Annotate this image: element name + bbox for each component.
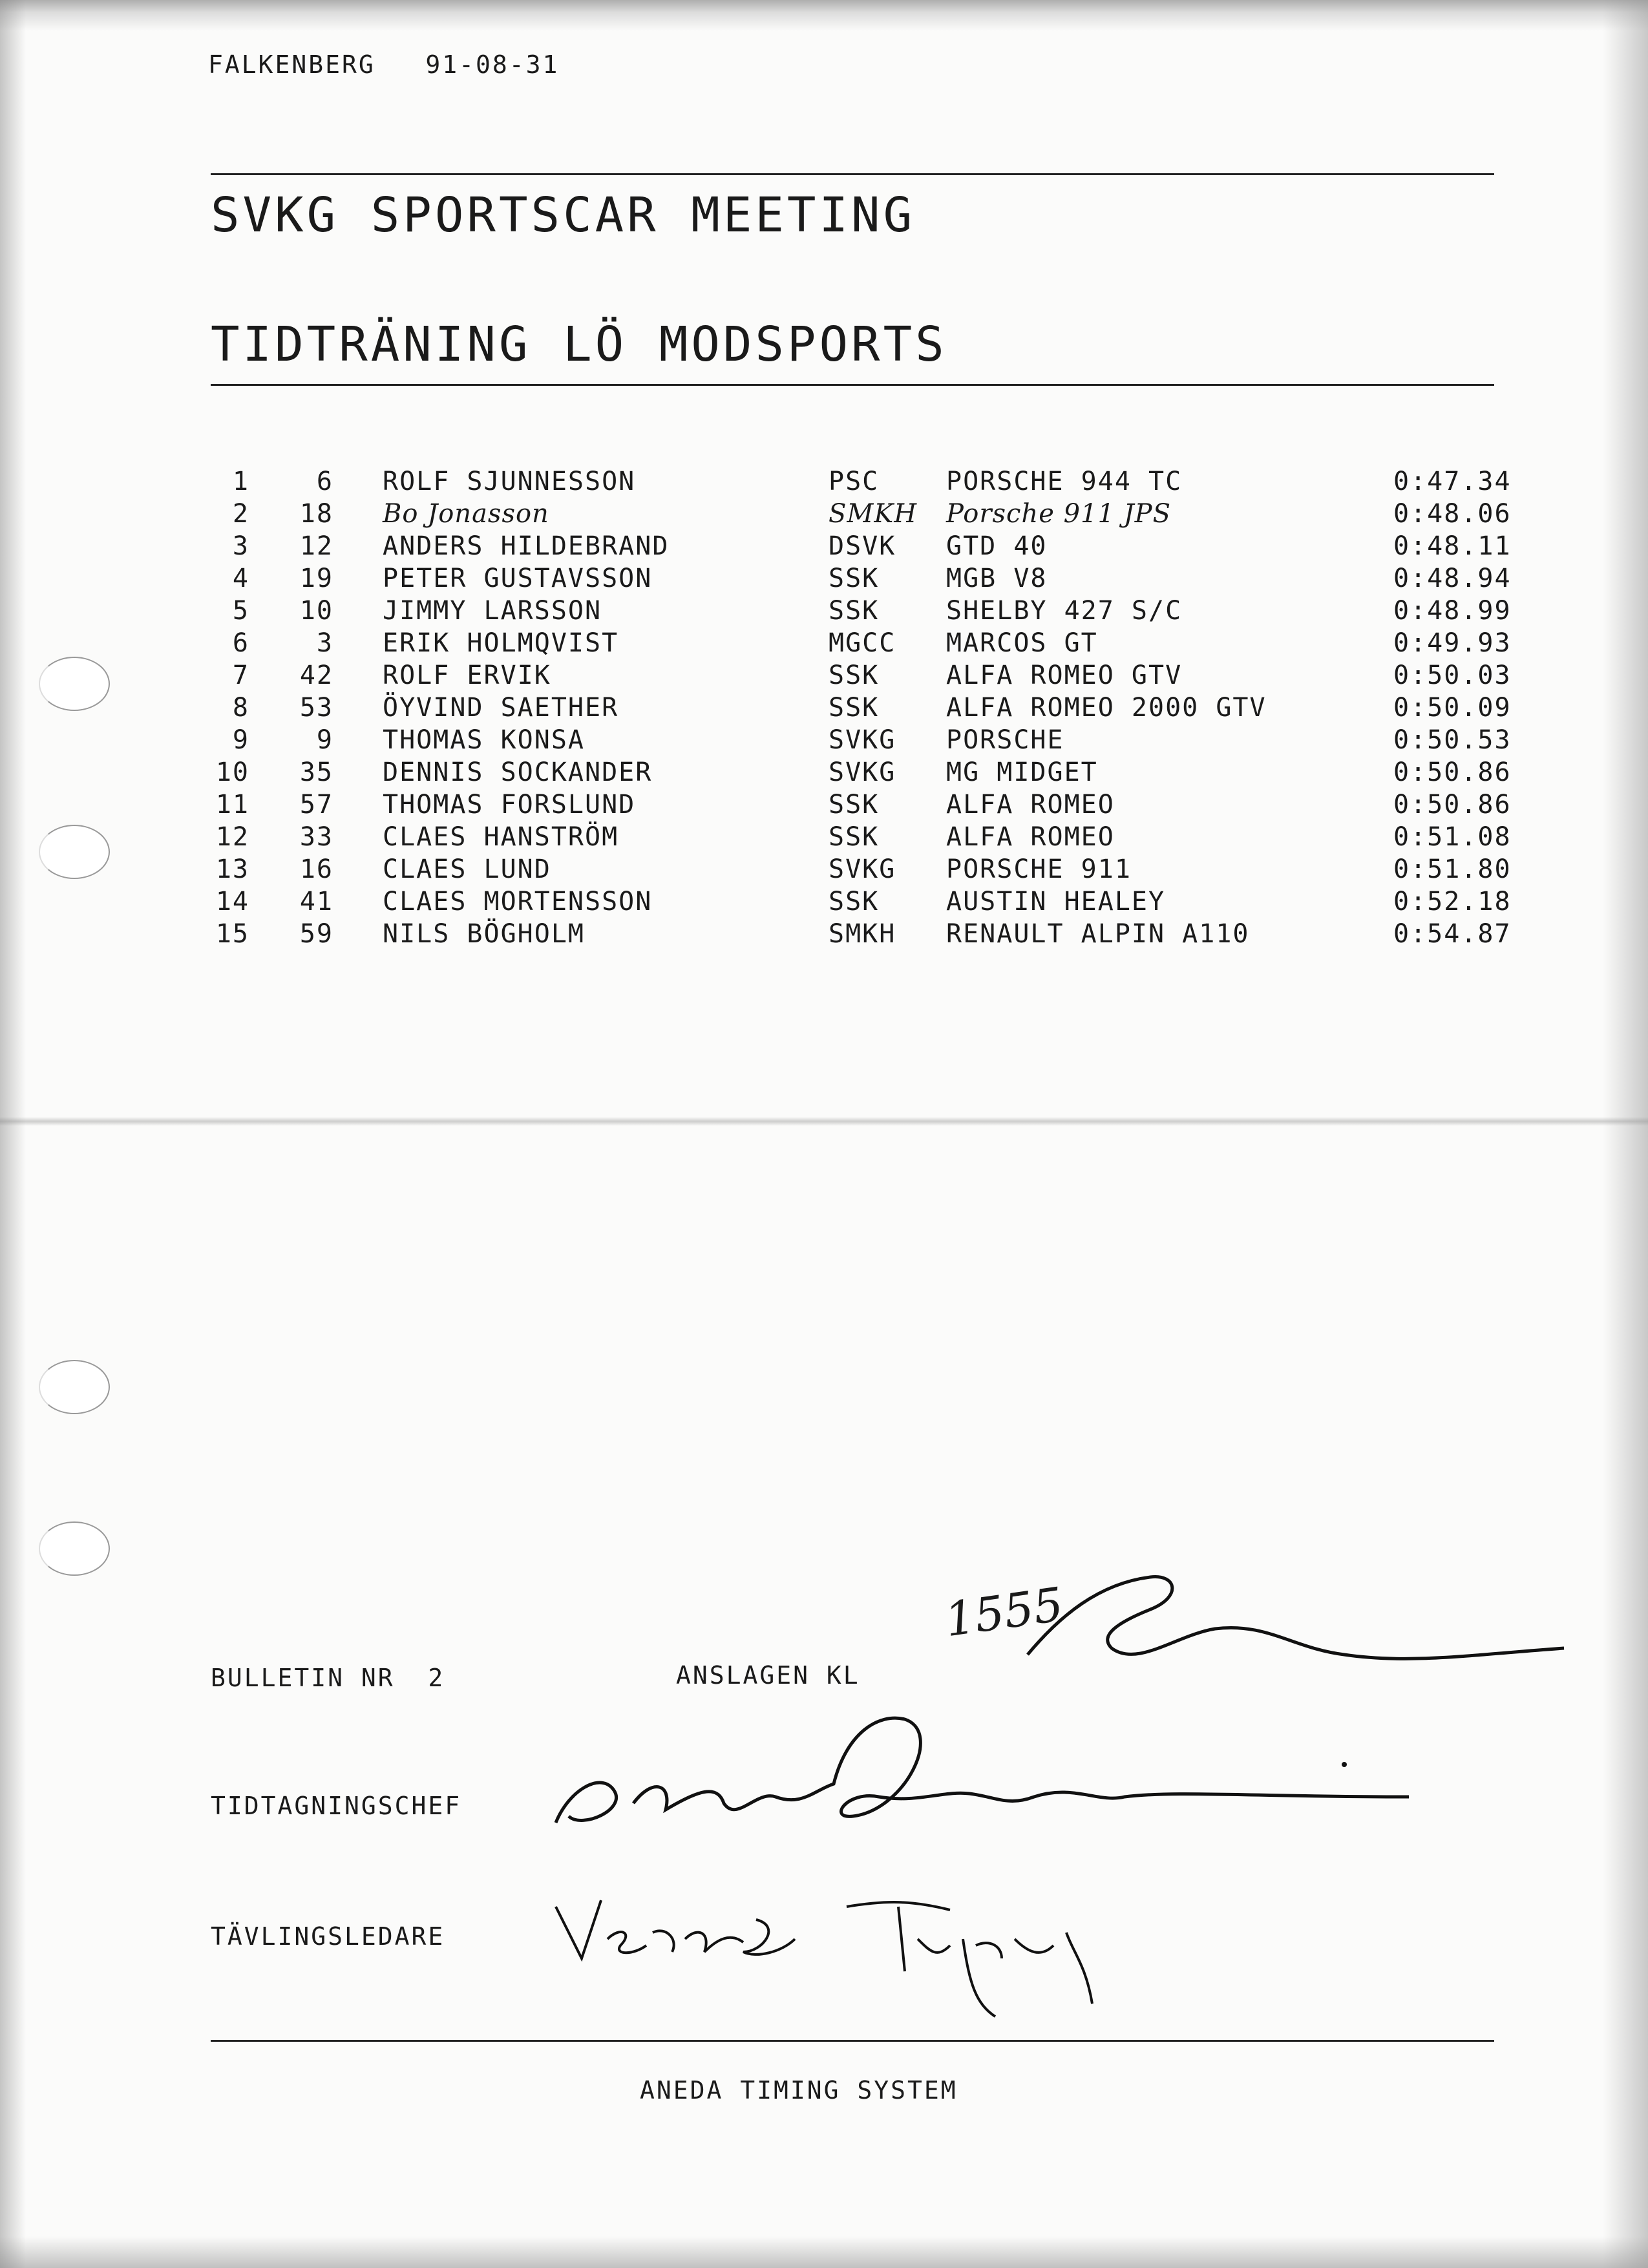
position: 14 [215,887,249,917]
driver-name: ÖYVIND SAETHER [383,693,619,723]
table-row [211,564,1529,596]
driver-name: CLAES MORTENSSON [383,887,653,917]
driver-name: ANDERS HILDEBRAND [383,531,670,561]
fold-line [0,1117,1648,1126]
table-row [211,758,1529,790]
table-row [211,822,1529,854]
race-director-signature [549,1881,1131,2023]
position: 7 [232,661,249,690]
car-number: 33 [299,822,333,852]
position: 3 [232,531,249,561]
club: PSC [829,467,880,496]
scan-streak-bottom [0,2236,1648,2268]
position: 13 [215,854,249,884]
car-model: RENAULT ALPIN A110 [946,919,1250,949]
car-number: 19 [299,564,333,593]
lap-time: 0:50.86 [1393,790,1512,820]
car-model: Porsche 911 JPS [946,499,1171,529]
car-number: 10 [299,596,333,626]
car-model: ALFA ROMEO [946,790,1115,820]
car-number: 16 [299,854,333,884]
club: SVKG [829,758,896,787]
table-row [211,531,1529,564]
club: SVKG [829,725,896,755]
lap-time: 0:51.80 [1393,854,1512,884]
club: SSK [829,887,880,917]
chief-timekeeper-signature [543,1693,1422,1849]
scan-edge-right [1603,0,1648,2268]
club: MGCC [829,628,896,658]
signature-initials [1021,1558,1590,1687]
position: 11 [215,790,249,820]
car-number: 35 [299,758,333,787]
driver-name: DENNIS SOCKANDER [383,758,653,787]
car-model: ALFA ROMEO 2000 GTV [946,693,1267,723]
punch-hole [39,657,110,711]
car-number: 9 [316,725,333,755]
lap-time: 0:49.93 [1393,628,1512,658]
punch-hole [39,825,110,879]
title-rule-bottom [211,384,1494,386]
lap-time: 0:48.99 [1393,596,1512,626]
driver-name: CLAES LUND [383,854,551,884]
lap-time: 0:48.94 [1393,564,1512,593]
table-row [211,854,1529,887]
position: 12 [215,822,249,852]
lap-time: 0:48.11 [1393,531,1512,561]
posted-at-label: ANSLAGEN KL [676,1661,860,1690]
chief-timekeeper-label: TIDTAGNINGSCHEF [211,1792,462,1820]
title-rule-top [211,173,1494,175]
table-row [211,467,1529,499]
table-row [211,887,1529,919]
position: 2 [232,499,249,529]
page-title: SVKG SPORTSCAR MEETING [211,187,916,243]
footer-rule [211,2040,1494,2042]
car-model: ALFA ROMEO [946,822,1115,852]
lap-time: 0:52.18 [1393,887,1512,917]
club: SSK [829,596,880,626]
position: 6 [232,628,249,658]
lap-time: 0:54.87 [1393,919,1512,949]
punch-hole [39,1360,110,1414]
timing-system-label: ANEDA TIMING SYSTEM [640,2076,958,2104]
car-model: SHELBY 427 S/C [946,596,1183,626]
club: SSK [829,661,880,690]
location-date: FALKENBERG 91-08-31 [208,50,560,79]
position: 1 [232,467,249,496]
lap-time: 0:50.86 [1393,758,1512,787]
scan-streak-top [0,0,1648,31]
table-row [211,499,1529,531]
car-number: 41 [299,887,333,917]
car-number: 53 [299,693,333,723]
driver-name: CLAES HANSTRÖM [383,822,619,852]
driver-name: Bo Jonasson [383,499,549,529]
car-model: AUSTIN HEALEY [946,887,1166,917]
club: SSK [829,693,880,723]
driver-name: NILS BÖGHOLM [383,919,585,949]
race-director-label: TÄVLINGSLEDARE [211,1922,445,1951]
scan-edge-left [0,0,26,2268]
position: 4 [232,564,249,593]
table-row [211,790,1529,822]
car-number: 57 [299,790,333,820]
position: 10 [215,758,249,787]
driver-name: ERIK HOLMQVIST [383,628,619,658]
results-table [211,467,1529,951]
position: 9 [232,725,249,755]
driver-name: ROLF ERVIK [383,661,551,690]
driver-name: THOMAS KONSA [383,725,585,755]
car-number: 42 [299,661,333,690]
club: DSVK [829,531,896,561]
car-model: ALFA ROMEO GTV [946,661,1183,690]
table-row [211,628,1529,661]
car-number: 6 [316,467,333,496]
car-model: MG MIDGET [946,758,1098,787]
club: SVKG [829,854,896,884]
page-subtitle: TIDTRÄNING LÖ MODSPORTS [211,317,947,372]
position: 15 [215,919,249,949]
lap-time: 0:47.34 [1393,467,1512,496]
table-row [211,919,1529,951]
car-model: PORSCHE 911 [946,854,1132,884]
table-row [211,693,1529,725]
bulletin-number: BULLETIN NR 2 [211,1664,445,1692]
table-row [211,596,1529,628]
driver-name: JIMMY LARSSON [383,596,602,626]
position: 8 [232,693,249,723]
lap-time: 0:48.06 [1393,499,1512,529]
club: SSK [829,822,880,852]
car-model: MGB V8 [946,564,1048,593]
club: SMKH [829,919,896,949]
car-model: GTD 40 [946,531,1048,561]
car-number: 12 [299,531,333,561]
car-number: 59 [299,919,333,949]
lap-time: 0:50.09 [1393,693,1512,723]
driver-name: THOMAS FORSLUND [383,790,636,820]
car-number: 18 [299,499,333,529]
posted-time-handwritten: 1555 [942,1576,1067,1648]
car-model: MARCOS GT [946,628,1098,658]
table-row [211,661,1529,693]
lap-time: 0:50.03 [1393,661,1512,690]
punch-hole [39,1521,110,1576]
car-model: PORSCHE 944 TC [946,467,1183,496]
driver-name: PETER GUSTAVSSON [383,564,653,593]
table-row [211,725,1529,758]
club: SSK [829,564,880,593]
club: SMKH [829,499,918,529]
club: SSK [829,790,880,820]
driver-name: ROLF SJUNNESSON [383,467,636,496]
position: 5 [232,596,249,626]
lap-time: 0:50.53 [1393,725,1512,755]
car-model: PORSCHE [946,725,1064,755]
car-number: 3 [316,628,333,658]
lap-time: 0:51.08 [1393,822,1512,852]
